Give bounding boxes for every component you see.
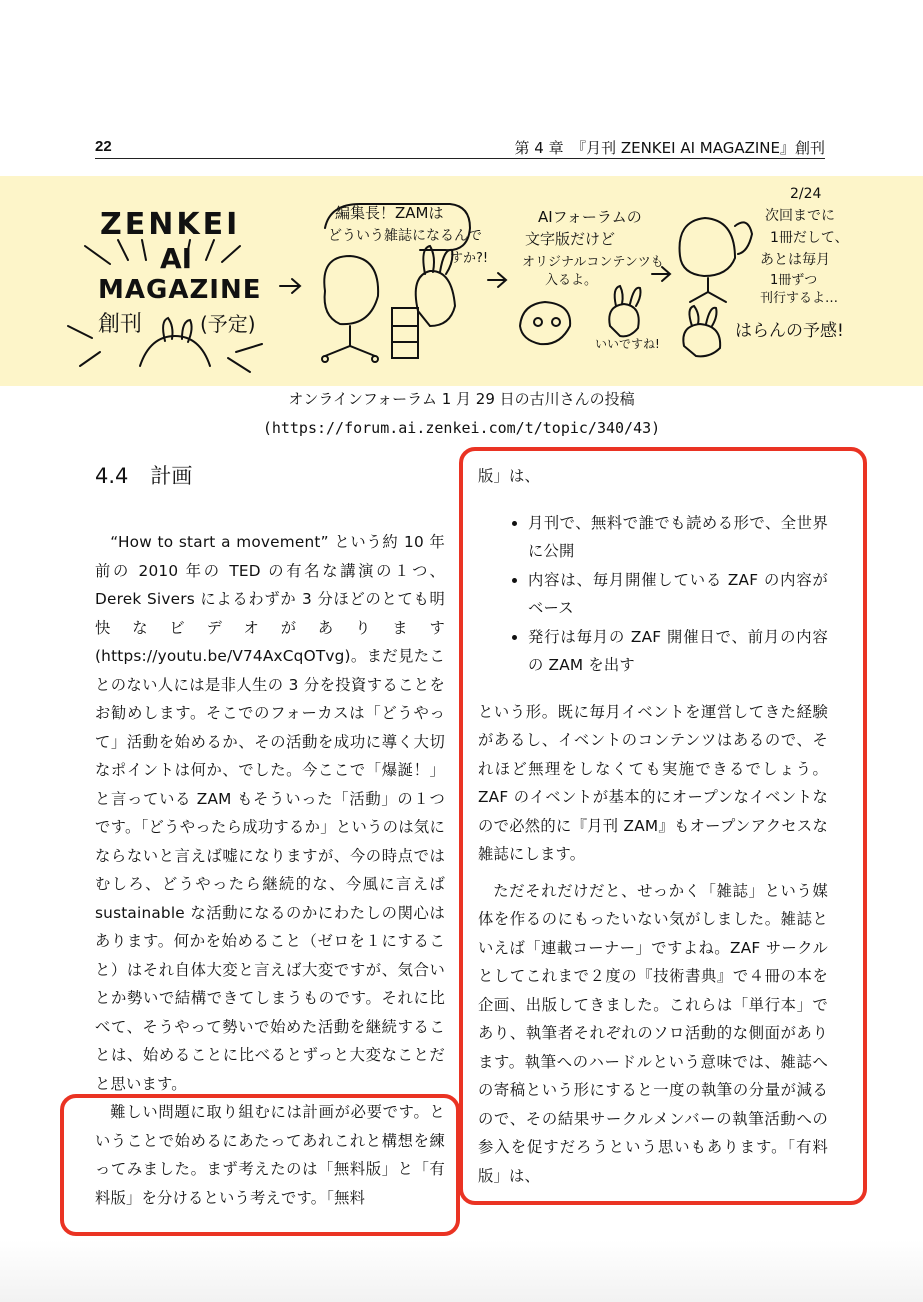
chapter-title: 第 4 章 『月刊 ZENKEI AI MAGAZINE』創刊 (514, 139, 825, 157)
section-number: 4.4 (95, 464, 129, 488)
comic-p2-s3: すか?! (450, 251, 489, 266)
comic-p2-s1: 編集長！ZAMは (335, 204, 444, 222)
figure-caption: オンラインフォーラム 1 月 29 日の古川さんの投稿 (288, 390, 635, 408)
right-lead: 版」は、 (478, 467, 540, 485)
figure-caption-url[interactable]: (https://forum.ai.zenkei.com/t/topic/340/43) (262, 419, 661, 437)
comic-p3-reply: いいですね! (595, 337, 660, 351)
comic-p3-s3: オリジナルコンテンツも (522, 255, 664, 270)
comic-p3-s1: AIフォーラムの (538, 208, 642, 226)
comic-p1-l3: MAGAZINE (98, 275, 262, 305)
comic-p4-s3: 1冊だして、 (770, 230, 849, 246)
comic-p4-s2: 次回までに (765, 208, 835, 224)
left-column (95, 528, 445, 1212)
comic-p1-l5: (予定) (200, 312, 256, 336)
list-item: • 内容は、毎月開催している ZAF の内容がベース (528, 566, 828, 623)
right-paragraph-1: という形。既に毎月イベントを運営してきた経験があるし、イベントのコンテンツはあるので、それほど無理をしなくても実施できるでしょう。ZAF のイベントが基本的にオープンなイベントなので必然的に『月刊 ZAM』もオープンアクセスな雑誌にします。 (478, 702, 828, 863)
comic-p4-s4: あとは毎月 (760, 252, 830, 268)
right-paragraph-2: ただそれだけだと、せっかく「雑誌」という媒体を作るのにもったいない気がしました。雑誌といえば「連載コーナー」ですよね。ZAF サークルとしてこれまで２度の『技術書典』で４冊の本を企画、出版してきました。これらは「単行本」であり、執筆者それぞれのソロ活動的な側面があります。執筆へのハードルという意味では、雑誌への寄稿という形にすると一度の執筆の分量が減るので、その結果サークルメンバーの執筆活動への参入を促すだろうという思いもあります。「有料版」は、 (478, 881, 828, 1185)
section-title: 計画 (150, 464, 193, 488)
comic-p4-reply: はらんの予感! (735, 321, 844, 341)
running-header (95, 136, 825, 159)
comic-drawing (0, 176, 923, 386)
list-item: • 発行は毎月の ZAF 開催日で、前月の内容の ZAM を出す (528, 623, 828, 680)
comic-p1-l1: ZENKEI (100, 207, 241, 242)
comic-illustration (0, 176, 923, 386)
comic-p1-l4: 創刊 (98, 312, 143, 337)
right-column (478, 462, 828, 1190)
left-paragraph-1: “How to start a movement” という約 10 年前の 2010 年の TED の有名な講演の１つ、Derek Sivers によるわずか 3 分ほどのとても明快なビデオがあります (https://youtu.be/V74AxCqOTvg)。まだ見たことのない人には是非人生の 3 分を投資することをお勧めします。そこでのフォーカスは「どうやって」活動を始めるか、その活動を成功に導く大切なポイントは何か、でした。今ここで「爆誕！」と言っている ZAM もそういった「活動」の１つです。「どうやったら成功するか」というのは気にならないと言えば嘘になりますが、今の時点ではむしろ、どうやったら継続的な、今風に言えば sustainable な活動になるのかにわたしの関心はあります。何かを始めること（ゼロを１にすること）はそれ自体大変と言えば大変ですが、気合いとか勢いで結構できてしまうものです。それに比べて、そうやって勢いで始めた活動を継続することは、始めることに比べるとずっと大変なことだと思います。 (95, 533, 445, 1093)
list-item: • 月刊で、無料で誰でも読める形で、全世界に公開 (528, 509, 828, 566)
section-heading (95, 460, 192, 490)
page-number: 22 (95, 138, 112, 155)
comic-p4-s1: 2/24 (790, 186, 822, 202)
comic-p4-s6: 刊行するよ… (760, 291, 839, 306)
comic-p3-s4: 入るよ。 (545, 273, 598, 288)
comic-p1-l2: AI (160, 242, 193, 275)
comic-p3-s2: 文字版だけど (525, 230, 616, 248)
plan-bullet-list (478, 509, 828, 680)
page-bottom-edge (0, 1240, 923, 1302)
left-paragraph-2: 難しい問題に取り組むには計画が必要です。ということで始めるにあたってあれこれと構想を練ってみました。まず考えたのは「無料版」と「有料版」を分けるという考えです。「無料 (95, 1103, 445, 1207)
comic-p2-s2: どういう雑誌になるんで (328, 228, 482, 244)
comic-p4-s5: 1冊ずつ (770, 273, 818, 288)
